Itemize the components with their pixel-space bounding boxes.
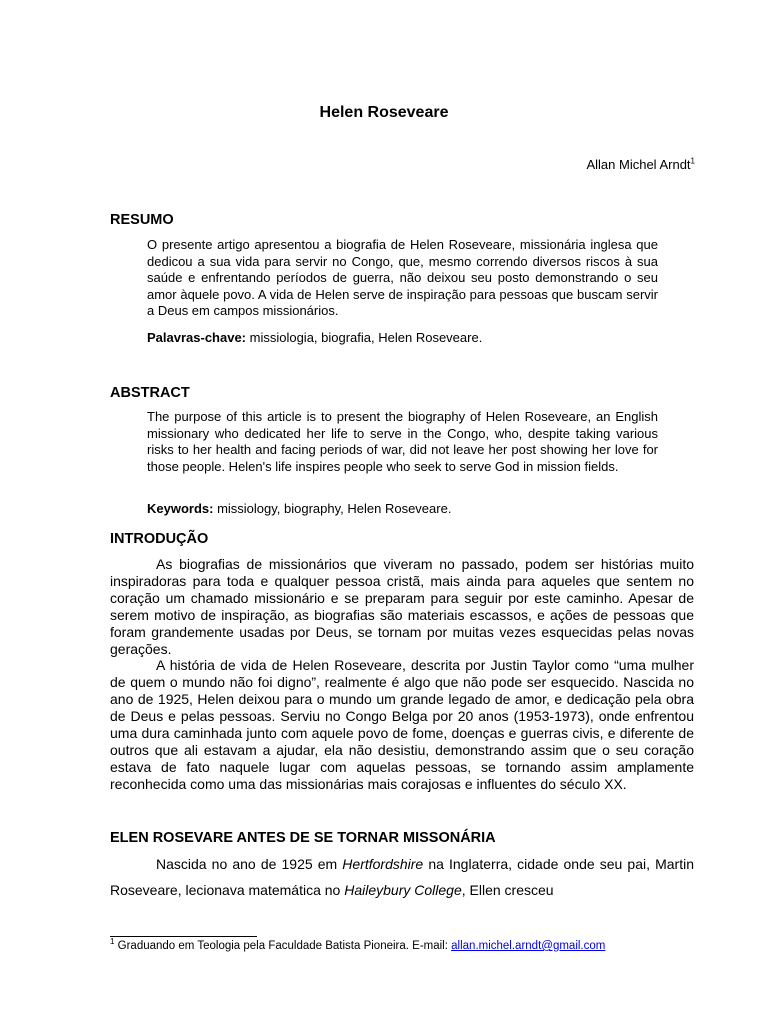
paper-title: Helen Roseveare: [319, 104, 449, 121]
footnote-mark: 1: [110, 937, 115, 947]
section2-text-start: Nascida no ano de 1925 em: [156, 856, 343, 872]
footnote-divider: [110, 936, 257, 937]
introducao-paragraph-1: As biografias de missionários que viveram no passado, podem ser histórias muito inspiradoras para toda e qualquer pessoa cristã, mais ainda para aqueles que sentem no coração um chamado missionário e se preparam para seguir por este caminho. Apesar de serem motivo de inspiração, as biografias são materiais escassos, e ações de pessoas que foram grandemente usadas por Deus, se tornam por muitas vezes esquecidas pelas novas gerações.: [110, 556, 694, 657]
abstract-keywords-value: missiology, biography, Helen Roseveare.: [213, 501, 452, 516]
resumo-keywords-label: Palavras-chave:: [147, 330, 247, 345]
section2-heading: ELEN ROSEVARE ANTES DE SE TORNAR MISSONÁRIA: [110, 830, 496, 846]
college-name: Haileybury College: [344, 882, 462, 898]
section2-paragraph: [110, 851, 694, 903]
abstract-keywords-label: Keywords:: [147, 501, 214, 516]
introducao-paragraph-2: A história de vida de Helen Roseveare, descrita por Justin Taylor como “uma mulher de quem o mundo não foi digno”, realmente é algo que não pode ser esquecido. Nascida no ano de 1925, Helen deixou para o mundo um grande legado de amor, e dedicação pela obra de Deus e pelas pessoas. Serviu no Congo Belga por 20 anos (1953-1973), onde enfrentou uma dura caminhada junto com aquele povo de fome, doenças e guerras civis, e diferente de outros que ali estavam a ajudar, ela não desistiu, demonstrando assim que o seu coração estava de fato naquele lugar com aquelas pessoas, se tornando assim amplamente reconhecida como uma das missionárias mais corajosas e influentes do século XX.: [110, 657, 694, 792]
introducao-body: [110, 556, 694, 793]
footnote-text: Graduando em Teologia pela Faculdade Batista Pioneira. E-mail:: [114, 940, 452, 952]
author-line: [586, 157, 695, 172]
author-footnote-mark[interactable]: 1: [690, 156, 695, 166]
resumo-keywords-value: missiologia, biografia, Helen Roseveare.: [246, 330, 483, 345]
footnote: [110, 937, 606, 952]
section2-text-mid: na Inglaterra, cidade onde seu pai, Martin Roseveare, lecionava matemática no: [110, 856, 694, 898]
abstract-keywords: [147, 501, 451, 516]
resumo-heading: RESUMO: [110, 212, 174, 228]
email-link[interactable]: allan.michel.arndt@gmail.com: [451, 940, 606, 952]
introducao-heading: INTRODUÇÃO: [110, 531, 209, 547]
resumo-text: O presente artigo apresentou a biografia de Helen Roseveare, missionária inglesa que dedicou a sua vida para servir no Congo, que, mesmo correndo diversos riscos à sua saúde e enfrentando períodos de guerra, não deixou seu posto demonstrando o seu amor àquele povo. A vida de Helen serve de inspiração para pessoas que buscam servir a Deus em campos missionários.: [147, 237, 658, 318]
abstract-text: The purpose of this article is to present the biography of Helen Roseveare, an English missionary who dedicated her life to serve in the Congo, who, despite taking various risks to her health and facing periods of war, did not leave her post showing her love for those people. Helen's life inspires people who seek to serve God in mission fields.: [147, 409, 658, 474]
section2-body: [110, 851, 694, 903]
section2-text-end: , Ellen cresceu: [461, 882, 554, 898]
abstract-heading: ABSTRACT: [110, 385, 190, 401]
resumo-keywords: [147, 330, 482, 345]
author-name: Allan Michel Arndt: [586, 157, 691, 172]
place-name: Hertfordshire: [342, 856, 424, 872]
